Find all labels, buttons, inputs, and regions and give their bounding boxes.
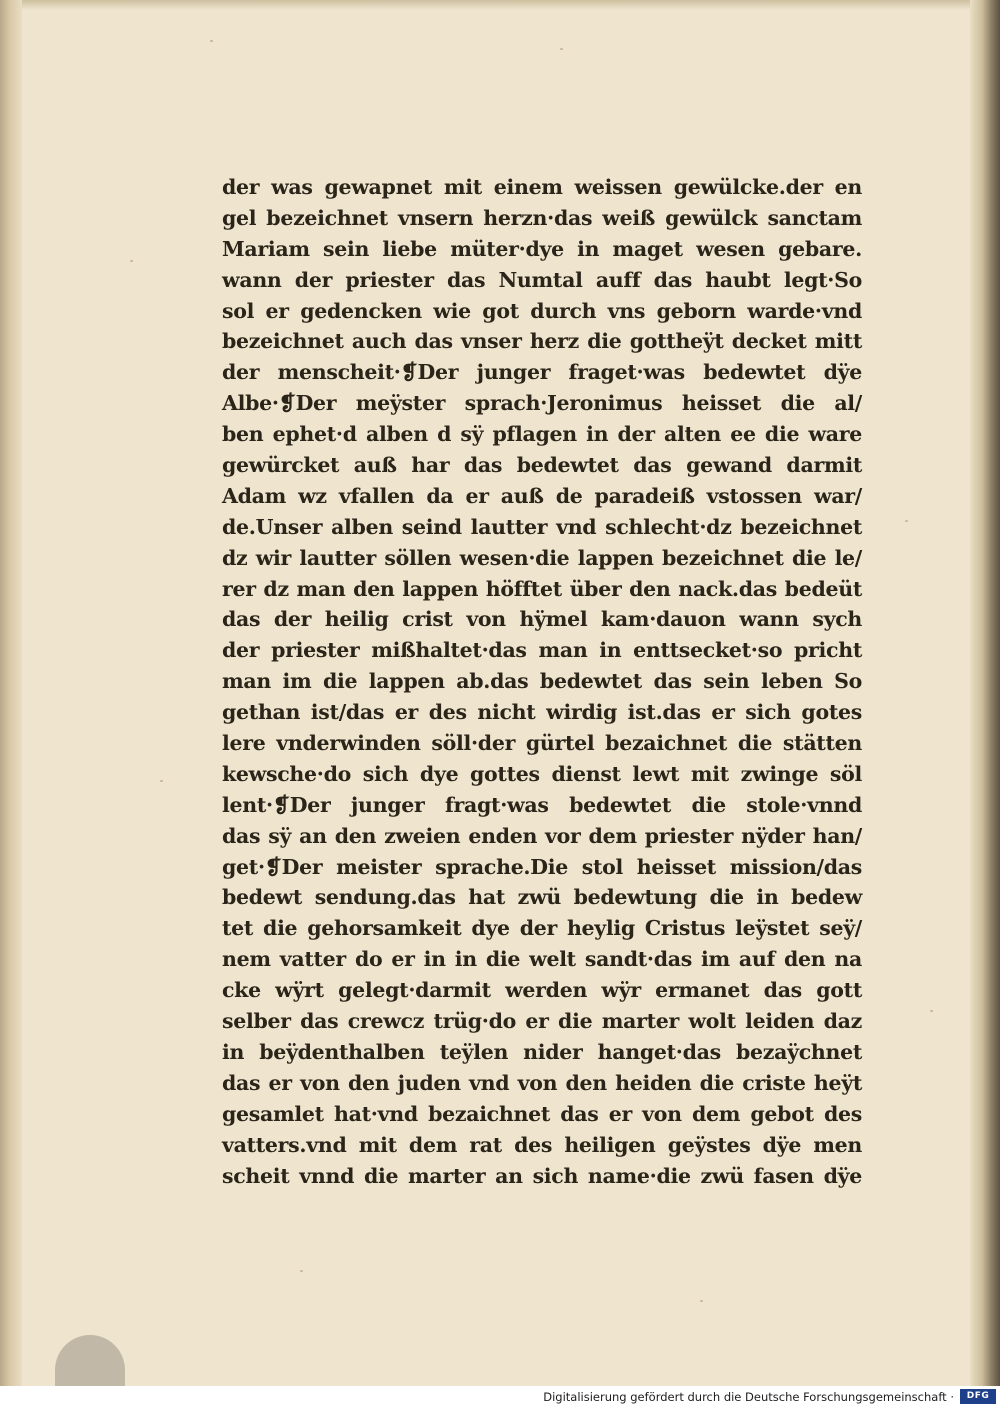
page-right-edge — [970, 0, 1000, 1386]
text-line: der menscheit·❡Der junger fraget·was bedewtet dÿe — [222, 360, 862, 385]
text-line: lere vnderwinden söll·der gürtel bezaichnet die stätten — [222, 731, 862, 756]
text-line: gewürcket auß har das bedewtet das gewand darmit — [222, 453, 862, 478]
text-line: gel bezeichnet vnsern herzn·das weiß gewülck sanctam — [222, 205, 862, 230]
text-line: sol er gedencken wie got durch vns geborn warde·vnd — [222, 298, 862, 323]
text-line: de.Unser alben seind lautter vnd schlecht·dz bezeichnet — [222, 514, 862, 539]
text-line: gesamlet hat·vnd bezaichnet das er von dem gebot des — [222, 1101, 862, 1126]
text-line: nem vatter do er in in die welt sandt·das im auf den na — [222, 947, 862, 972]
text-line: scheit vnnd die marter an sich name·die zwü fasen dÿe — [222, 1163, 862, 1188]
body-text — [222, 172, 862, 1191]
text-line: Albe·❡Der meÿster sprach·Jeronimus heisset die al/ — [222, 391, 862, 416]
text-line: in beÿdenthalben teÿlen nider hanget·das bezaÿchnet — [222, 1039, 862, 1064]
text-line: der priester mißhaltet·das man in enttsecket·so pricht — [222, 638, 862, 663]
paper-speck — [300, 1270, 303, 1272]
text-line: Mariam sein liebe müter·dye in maget wesen gebare. — [222, 236, 862, 261]
text-line: Adam wz vfallen da er auß de paradeiß vstossen war/ — [222, 483, 862, 508]
text-line: kewsche·do sich dye gottes dienst lewt mit zwinge söl — [222, 761, 862, 786]
paper-speck — [560, 48, 563, 50]
text-line: get·❡Der meister sprache.Die stol heisset mission/das — [222, 854, 862, 879]
text-line: cke wÿrt gelegt·darmit werden wÿr ermanet das gott — [222, 978, 862, 1003]
text-line: bezeichnet auch das vnser herz die gottheÿt decket mitt — [222, 329, 862, 354]
text-line: tet die gehorsamkeit dye der heylig Cristus leÿstet seÿ/ — [222, 916, 862, 941]
paper-speck — [160, 780, 163, 782]
page-left-edge — [0, 0, 22, 1386]
text-line: wann der priester das Numtal auff das haubt legt·So — [222, 267, 862, 292]
text-line: der was gewapnet mit einem weissen gewülcke.der en — [222, 175, 862, 199]
text-line: ben ephet·d alben d sÿ pflagen in der alten ee die ware — [222, 422, 862, 447]
text-line: dz wir lautter söllen wesen·die lappen bezeichnet die le/ — [222, 545, 862, 570]
paper-speck — [930, 1010, 933, 1012]
text-line: selber das crewcz trüg·do er die marter wolt leiden daz — [222, 1009, 862, 1034]
footer-credit: Digitalisierung gefördert durch die Deutsche Forschungsgemeinschaft · — [543, 1390, 954, 1404]
text-line: das er von den juden vnd von den heiden die criste heÿt — [222, 1070, 862, 1095]
text-line: das sÿ an den zweien enden vor dem priester nÿder han/ — [222, 823, 862, 848]
paper-speck — [905, 520, 908, 522]
text-line: bedewt sendung.das hat zwü bedewtung die in bedew — [222, 885, 862, 910]
text-line: rer dz man den lappen höfftet über den nack.das bedeüt — [222, 576, 862, 601]
text-line: das der heilig crist von hÿmel kam·dauon wann sych — [222, 607, 862, 632]
footer-bar — [0, 1386, 1000, 1408]
thumb-shadow — [55, 1335, 125, 1386]
text-line: vatters.vnd mit dem rat des heiligen geÿstes dÿe men — [222, 1132, 862, 1157]
paper-speck — [700, 1300, 703, 1302]
text-line: gethan ist/das er des nicht wirdig ist.das er sich gotes — [222, 700, 862, 725]
text-line: lent·❡Der junger fragt·was bedewtet die stole·vnnd — [222, 792, 862, 817]
paper-speck — [130, 260, 133, 262]
paper-speck — [210, 40, 213, 42]
page-top-edge — [0, 0, 1000, 10]
text-line: man im die lappen ab.das bedewtet das sein leben So — [222, 669, 862, 694]
dfg-logo: DFG — [960, 1389, 996, 1404]
